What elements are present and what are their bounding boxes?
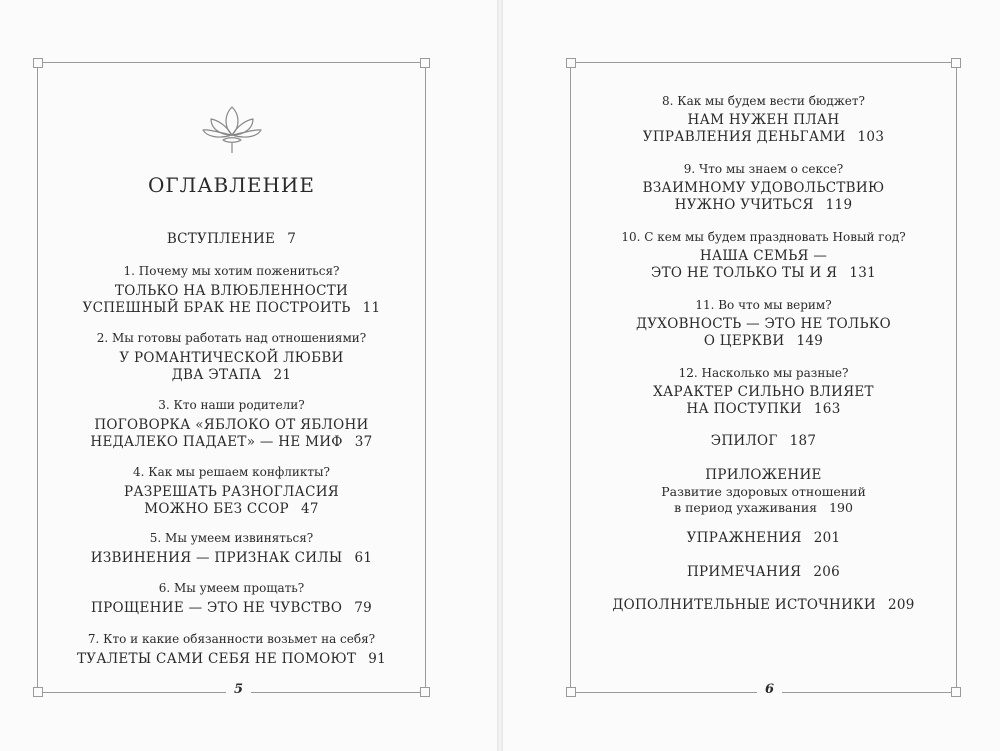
page-ref: 149 — [796, 333, 824, 349]
toc-entry-appendix[interactable]: ПРИЛОЖЕНИЕ Развитие здоровых отношений в период ухаживания 190 — [661, 467, 866, 515]
toc-entry-epilogue[interactable]: ЭПИЛОГ 187 — [710, 433, 817, 449]
page-ref: 7 — [287, 231, 297, 247]
toc-entry-chapter-3[interactable]: 3. Кто наши родители? ПОГОВОРКА «ЯБЛОКО ОТ ЯБЛОНИ НЕДАЛЕКО ПАДАЕТ» — НЕ МИФ 37 — [90, 398, 373, 450]
page-ref: 91 — [368, 651, 387, 667]
page-ref: 47 — [300, 501, 319, 517]
page-ref: 21 — [273, 367, 292, 383]
toc-entry-chapter-6[interactable]: 6. Мы умеем прощать? ПРОЩЕНИЕ — ЭТО НЕ ЧУВСТВО 79 — [91, 581, 372, 616]
page-ref: 206 — [813, 564, 841, 580]
toc-entry-exercises[interactable]: УПРАЖНЕНИЯ 201 — [686, 530, 841, 546]
toc-entry-chapter-9[interactable]: 9. Что мы знаем о сексе? ВЗАИМНОМУ УДОВОЛЬСТВИЮ НУЖНО УЧИТЬСЯ 119 — [642, 162, 885, 213]
toc-entry-chapter-4[interactable]: 4. Как мы решаем конфликты? РАЗРЕШАТЬ РАЗНОГЛАСИЯ МОЖНО БЕЗ ССОР 47 — [124, 465, 339, 517]
page-number-right: 6 — [757, 683, 782, 697]
page-ref: 119 — [825, 197, 853, 213]
page-ref: 190 — [829, 500, 853, 515]
toc-entry-intro[interactable]: ВСТУПЛЕНИЕ 7 — [166, 231, 297, 247]
book-gutter — [497, 0, 503, 751]
toc-entry-chapter-2[interactable]: 2. Мы готовы работать над отношениями? У РОМАНТИЧЕСКОЙ ЛЮБВИ ДВА ЭТАПА 21 — [96, 331, 367, 383]
toc-entry-chapter-7[interactable]: 7. Кто и какие обязанности возьмет на себя? ТУАЛЕТЫ САМИ СЕБЯ НЕ ПОМОЮТ 91 — [76, 632, 387, 667]
page-ref: 209 — [888, 597, 915, 613]
toc-entry-chapter-8[interactable]: 8. Как мы будем вести бюджет? НАМ НУЖЕН ПЛАН УПРАВЛЕНИЯ ДЕНЬГАМИ 103 — [642, 94, 885, 145]
page-ref: 103 — [857, 129, 885, 145]
page-ref: 37 — [354, 434, 373, 450]
page-ref: 11 — [362, 300, 381, 316]
page-title: ОГЛАВЛЕНИЕ — [148, 173, 315, 197]
page-ref: 187 — [789, 433, 817, 449]
page-number-left: 5 — [226, 683, 251, 697]
page-ref: 163 — [813, 401, 841, 417]
toc-entry-notes[interactable]: ПРИМЕЧАНИЯ 206 — [686, 564, 841, 580]
toc-entry-chapter-12[interactable]: 12. Насколько мы разные? ХАРАКТЕР СИЛЬНО ВЛИЯЕТ НА ПОСТУПКИ 163 — [653, 366, 874, 417]
page-ref: 61 — [354, 550, 373, 566]
toc-entry-chapter-10[interactable]: 10. С кем мы будем праздновать Новый год? НАША СЕМЬЯ — ЭТО НЕ ТОЛЬКО ТЫ И Я 131 — [621, 230, 906, 281]
toc-entry-sources[interactable]: ДОПОЛНИТЕЛЬНЫЕ ИСТОЧНИКИ 209 — [612, 597, 915, 613]
page-ref: 79 — [354, 600, 372, 616]
page-ref: 201 — [813, 530, 841, 546]
toc-entry-chapter-5[interactable]: 5. Мы умеем извиняться? ИЗВИНЕНИЯ — ПРИЗНАК СИЛЫ 61 — [90, 531, 373, 566]
page-ref: 131 — [849, 265, 877, 281]
toc-entry-chapter-1[interactable]: 1. Почему мы хотим пожениться? ТОЛЬКО НА ВЛЮБЛЕННОСТИ УСПЕШНЫЙ БРАК НЕ ПОСТРОИТЬ 11 — [82, 264, 381, 316]
lotus-icon — [199, 103, 265, 155]
toc-entry-chapter-11[interactable]: 11. Во что мы верим? ДУХОВНОСТЬ — ЭТО НЕ ТОЛЬКО О ЦЕРКВИ 149 — [635, 298, 892, 349]
